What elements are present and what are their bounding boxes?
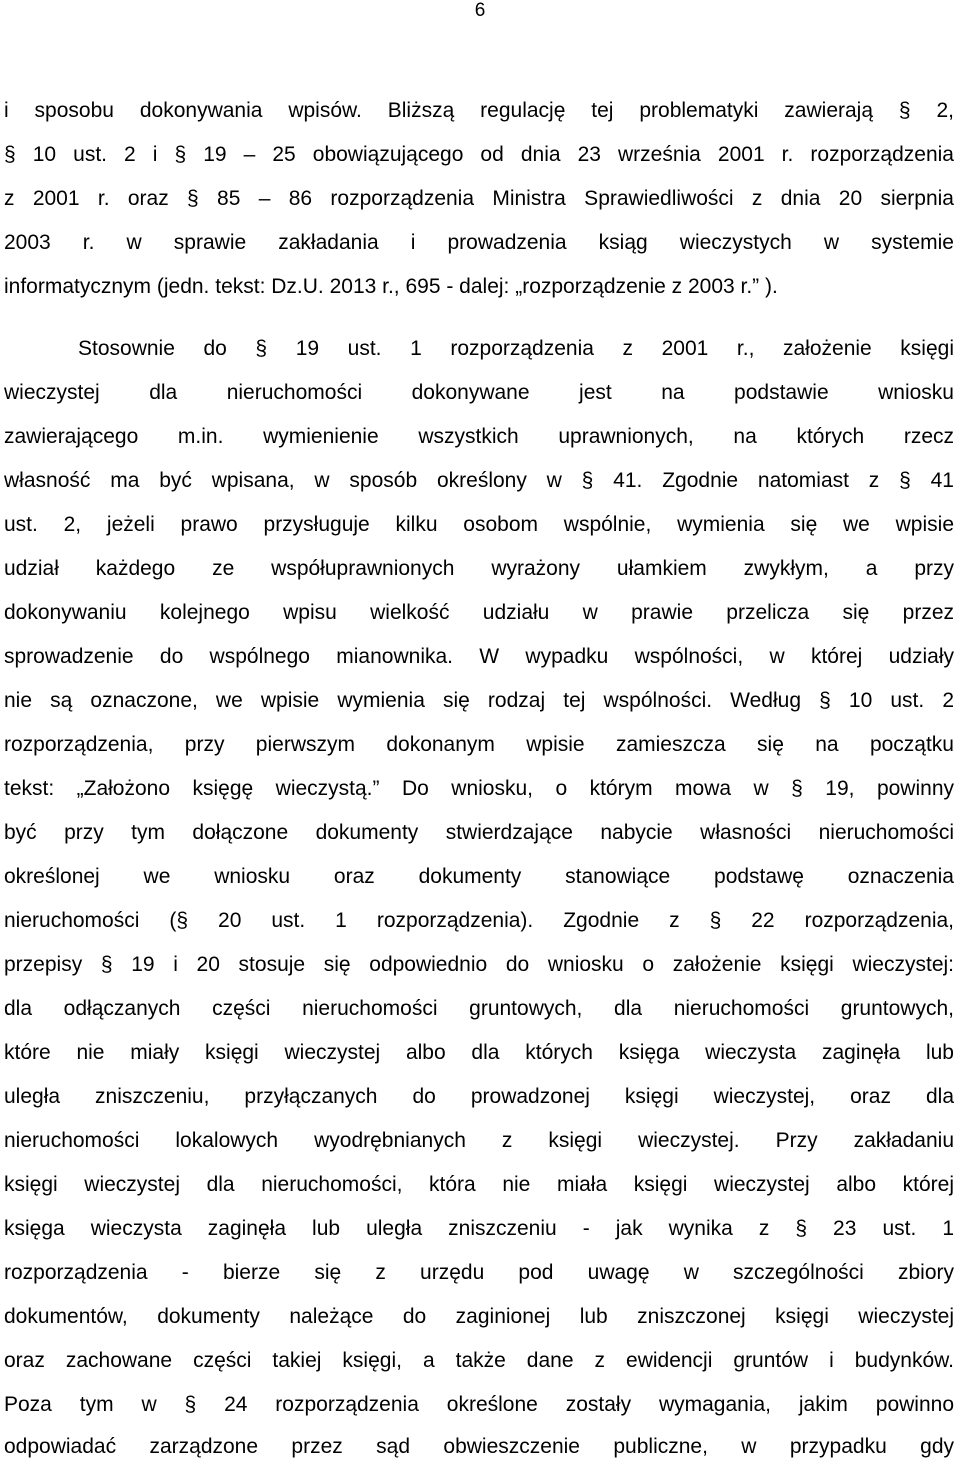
text-line: zawierającego m.in. wymienienie wszystkich uprawnionych, na których rzecz: [4, 425, 954, 448]
text-line: udział każdego ze współuprawnionych wyrażony ułamkiem zwykłym, a przy: [4, 557, 954, 580]
text-line: Stosownie do § 19 ust. 1 rozporządzenia z 2001 r., założenie księgi: [78, 337, 954, 360]
text-line: § 10 ust. 2 i § 19 – 25 obowiązującego od dnia 23 września 2001 r. rozporządzenia: [4, 143, 954, 166]
text-line: księga wieczysta zaginęła lub uległa zniszczeniu - jak wynika z § 23 ust. 1: [4, 1217, 954, 1240]
text-line: tekst: „Założono księgę wieczystą.” Do wniosku, o którym mowa w § 19, powinny: [4, 777, 954, 800]
text-line: i sposobu dokonywania wpisów. Bliższą regulację tej problematyki zawierają § 2,: [4, 99, 954, 122]
text-line: Poza tym w § 24 rozporządzenia określone zostały wymagania, jakim powinno: [4, 1393, 954, 1416]
text-line: wieczystej dla nieruchomości dokonywane jest na podstawie wniosku: [4, 381, 954, 404]
text-line: które nie miały księgi wieczystej albo dla których księga wieczysta zaginęła lub: [4, 1041, 954, 1064]
text-line: dla odłączanych części nieruchomości gruntowych, dla nieruchomości gruntowych,: [4, 997, 954, 1020]
text-line: określonej we wniosku oraz dokumenty stanowiące podstawę oznaczenia: [4, 865, 954, 888]
text-line: informatycznym (jedn. tekst: Dz.U. 2013 r., 695 - dalej: „rozporządzenie z 2003 r.” ).: [4, 275, 778, 298]
text-line: dokonywaniu kolejnego wpisu wielkość udziału w prawie przelicza się przez: [4, 601, 954, 624]
text-line: być przy tym dołączone dokumenty stwierdzające nabycie własności nieruchomości: [4, 821, 954, 844]
text-line: sprowadzenie do wspólnego mianownika. W wypadku wspólności, w której udziały: [4, 645, 954, 668]
text-line: uległa zniszczeniu, przyłączanych do prowadzonej księgi wieczystej, oraz dla: [4, 1085, 954, 1108]
text-line: ust. 2, jeżeli prawo przysługuje kilku osobom wspólnie, wymienia się we wpisie: [4, 513, 954, 536]
text-line: dokumentów, dokumenty należące do zaginionej lub zniszczonej księgi wieczystej: [4, 1305, 954, 1328]
text-line: rozporządzenia - bierze się z urzędu pod uwagę w szczególności zbiory: [4, 1261, 954, 1284]
text-line: nieruchomości (§ 20 ust. 1 rozporządzenia). Zgodnie z § 22 rozporządzenia,: [4, 909, 954, 932]
text-line: księgi wieczystej dla nieruchomości, która nie miała księgi wieczystej albo której: [4, 1173, 954, 1196]
text-line: odpowiadać zarządzone przez sąd obwieszczenie publiczne, w przypadku gdy: [4, 1435, 954, 1458]
text-line: 2003 r. w sprawie zakładania i prowadzenia ksiąg wieczystych w systemie: [4, 231, 954, 254]
text-line: przepisy § 19 i 20 stosuje się odpowiednio do wniosku o założenie księgi wieczystej:: [4, 953, 954, 976]
text-line: rozporządzenia, przy pierwszym dokonanym wpisie zamieszcza się na początku: [4, 733, 954, 756]
text-line: nieruchomości lokalowych wyodrębnianych z księgi wieczystej. Przy zakładaniu: [4, 1129, 954, 1152]
page-number: 6: [474, 0, 486, 21]
text-line: własność ma być wpisana, w sposób określony w § 41. Zgodnie natomiast z § 41: [4, 469, 954, 492]
text-line: nie są oznaczone, we wpisie wymienia się rodzaj tej wspólności. Według § 10 ust. 2: [4, 689, 954, 712]
text-line: z 2001 r. oraz § 85 – 86 rozporządzenia Ministra Sprawiedliwości z dnia 20 sierpnia: [4, 187, 954, 210]
text-line: oraz zachowane części takiej księgi, a także dane z ewidencji gruntów i budynków.: [4, 1349, 954, 1372]
